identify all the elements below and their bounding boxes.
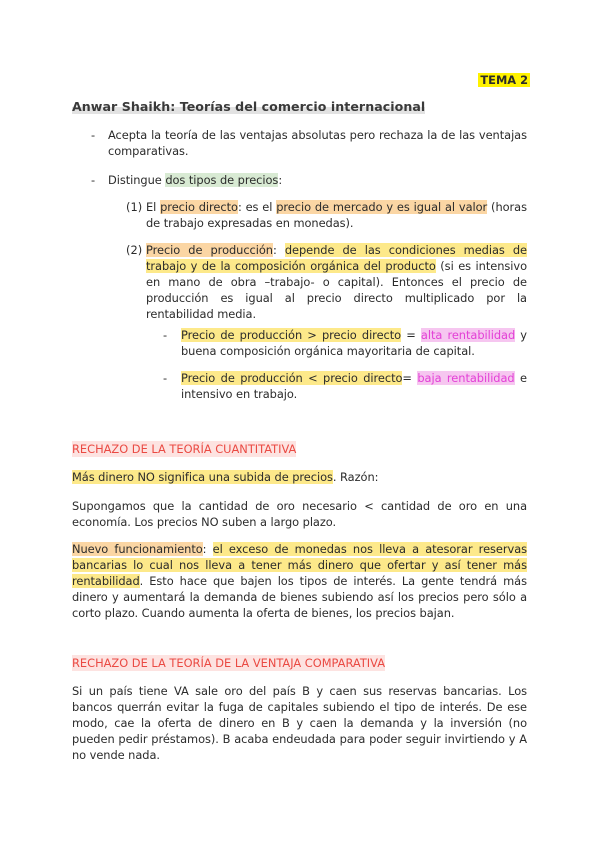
highlight-precio-mercado: precio de mercado y es igual al valor [276, 200, 488, 214]
bullet-marker: - [91, 128, 96, 142]
sub-bullet-marker: - [163, 328, 168, 342]
section-heading-ventaja-comparativa: RECHAZO DE LA TEORÍA DE LA VENTAJA COMPARATIVA [72, 656, 385, 670]
highlight-precio-directo: precio directo [160, 200, 238, 214]
section-heading-cuantitativa: RECHAZO DE LA TEORÍA CUANTITATIVA [72, 442, 297, 456]
highlight-condiciones: depende de las condiciones medias de trabajo y de la composición orgánica del producto [146, 243, 527, 273]
highlight-precio-produccion: Precio de producción [146, 243, 273, 257]
bullet-text: Acepta la teoría de las ventajas absolutas pero rechaza la de las ventajas comparativas. [108, 128, 527, 158]
paragraph-nuevo-funcionamiento: Nuevo funcionamiento: el exceso de monedas nos lleva a atesorar reservas bancarias lo cual nos lleva a tener más dinero que ofertar y así tener más rentabilidad. Esto hace que bajen los tipos de interés. La gente tendrá más dinero y aumentará la demanda de bienes subiendo así los precios pero sólo a corto plazo. Cuando aumenta la oferta de bienes, los precios bajan. [72, 542, 528, 620]
highlight-nuevo-funcionamiento: Nuevo funcionamiento [72, 542, 203, 556]
sub-baja-rentabilidad: Precio de producción < precio directo= baja rentabilidad e intensivo en trabajo. [181, 371, 527, 401]
highlight-alta-rentabilidad: alta rentabilidad [420, 328, 516, 342]
highlight-exceso-monedas: el exceso de monedas nos lleva a atesorar reservas bancarias lo cual nos lleva a tener más dinero que ofertar y así tener más rentabilidad [72, 542, 528, 588]
highlight-dos-tipos: dos tipos de precios [165, 173, 279, 187]
paragraph-ventaja-comparativa: Si un país tiene VA sale oro del país B y caen sus reservas bancarias. Los bancos querrán evitar la fuga de capitales subiendo el tipo de interés. De ese modo, cae la oferta de dinero en B y caen la demanda y la inversión (no pueden pedir préstamos). B acaba endeudada para poder seguir invirtiendo y A no vende nada. [72, 684, 527, 762]
paragraph-supongamos: Supongamos que la cantidad de oro necesario < cantidad de oro en una economía. Los precios NO suben a largo plazo. [72, 499, 527, 529]
highlight-menor: Precio de producción < precio directo [181, 371, 403, 385]
bullet-ventajas [108, 127, 527, 159]
highlight-baja-rentabilidad: baja rentabilidad [417, 371, 515, 385]
document-title: Anwar Shaikh: Teorías del comercio internacional [72, 99, 426, 114]
item-number: (2) [126, 243, 143, 257]
bullet-tipos-precios: Distingue dos tipos de precios: [108, 173, 283, 187]
tema-label: TEMA 2 [480, 73, 528, 87]
sub-bullet-marker: - [163, 371, 168, 385]
item-precio-produccion: Precio de producción: depende de las condiciones medias de trabajo y de la composición orgánica del producto (si es intensivo en mano de obra –trabajo- o capital). Entonces el precio de producción es igual al precio directo multiplicado por la rentabilidad media. [146, 243, 527, 321]
bullet-marker: - [91, 173, 96, 187]
item-number: (1) [126, 200, 143, 214]
highlight-mas-dinero: Más dinero NO significa una subida de precios [72, 470, 333, 484]
sub-alta-rentabilidad: Precio de producción > precio directo = alta rentabilidad y buena composición orgánica mayoritaria de capital. [181, 328, 527, 358]
highlight-mayor: Precio de producción > precio directo [181, 328, 402, 342]
item-precio-directo: El precio directo: es el precio de mercado y es igual al valor (horas de trabajo expresadas en monedas). [146, 200, 527, 230]
paragraph-mas-dinero: Más dinero NO significa una subida de precios. Razón: [72, 470, 379, 484]
